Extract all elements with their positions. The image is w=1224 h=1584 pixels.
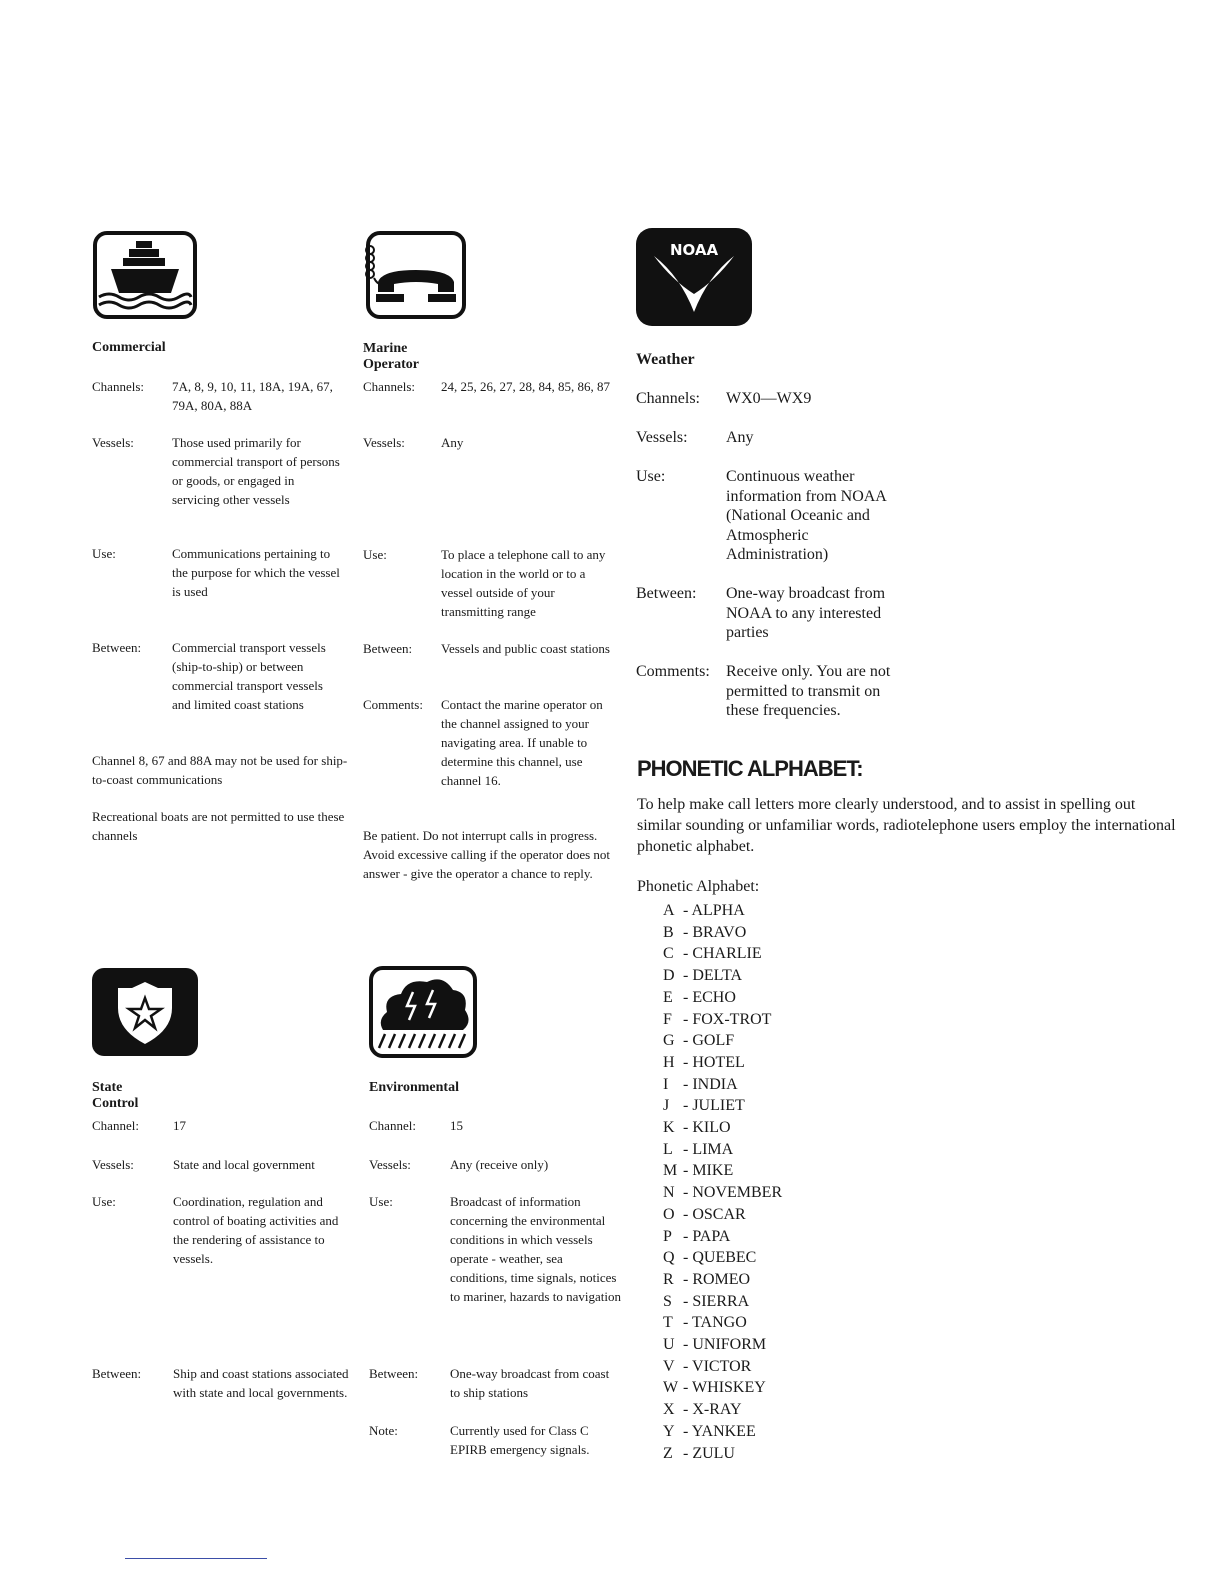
row-value: Contact the marine operator on the channel assigned to your navigating area. If unable to determine this channel, use channel 16. bbox=[441, 697, 603, 788]
phonetic-word: - JULIET bbox=[683, 1097, 745, 1115]
noaa-logo-icon bbox=[636, 228, 752, 326]
phonetic-word: - VICTOR bbox=[683, 1357, 752, 1375]
phonetic-entry bbox=[663, 1356, 782, 1378]
weather-channels-row bbox=[636, 389, 906, 409]
phonetic-letter: A bbox=[663, 902, 675, 919]
phonetic-entry bbox=[663, 1399, 782, 1421]
row-label: Channel: bbox=[92, 1118, 139, 1133]
marine-operator-title: Marine Operator bbox=[363, 341, 419, 372]
phonetic-word: - PAPA bbox=[683, 1227, 731, 1245]
phonetic-letter: B bbox=[663, 923, 674, 941]
row-label: Channels: bbox=[363, 379, 415, 394]
environmental-note-row bbox=[369, 1421, 628, 1459]
row-value: WX0—WX9 bbox=[726, 390, 812, 407]
row-label: Channels: bbox=[636, 390, 700, 407]
weather-title: Weather bbox=[636, 351, 695, 368]
phonetic-word: - YANKEE bbox=[683, 1422, 756, 1440]
row-label: Vessels: bbox=[92, 1157, 134, 1172]
row-value: Ship and coast stations associated with state and local governments. bbox=[173, 1366, 349, 1400]
phonetic-word: - MIKE bbox=[683, 1162, 734, 1180]
shield-star-icon bbox=[92, 968, 198, 1056]
phonetic-entry bbox=[663, 922, 782, 944]
phonetic-letter: K bbox=[663, 1119, 675, 1137]
row-label: Note: bbox=[369, 1423, 398, 1438]
row-label: Comments: bbox=[636, 663, 710, 680]
phonetic-entry bbox=[663, 1009, 782, 1031]
commercial-title: Commercial bbox=[92, 340, 166, 355]
phonetic-word: - WHISKEY bbox=[683, 1379, 766, 1397]
phonetic-letter: I bbox=[663, 1075, 669, 1093]
phonetic-entry bbox=[663, 1160, 782, 1182]
row-value: 24, 25, 26, 27, 28, 84, 85, 86, 87 bbox=[441, 379, 610, 394]
phonetic-word: - X-RAY bbox=[683, 1401, 742, 1419]
marine-operator-comments-row bbox=[363, 695, 613, 790]
phonetic-letter: Z bbox=[663, 1444, 673, 1462]
row-label: Vessels: bbox=[636, 429, 688, 446]
row-label: Between: bbox=[363, 641, 413, 656]
row-value: 7A, 8, 9, 10, 11, 18A, 19A, 67, 79A, 80A, 88A bbox=[172, 379, 333, 413]
phonetic-letter: E bbox=[663, 988, 673, 1006]
phonetic-letter: C bbox=[663, 945, 674, 963]
phonetic-entry bbox=[663, 1312, 782, 1334]
phonetic-entry bbox=[663, 1139, 782, 1161]
weather-comments-row bbox=[636, 662, 911, 721]
row-value: Communications pertaining to the purpose for which the vessel is used bbox=[172, 546, 340, 599]
phonetic-word: - GOLF bbox=[683, 1032, 735, 1050]
phonetic-entry bbox=[663, 943, 782, 965]
phonetic-entry bbox=[663, 1269, 782, 1291]
row-value: Currently used for Class C EPIRB emergency signals. bbox=[450, 1423, 590, 1457]
phonetic-word: - TANGO bbox=[683, 1314, 747, 1332]
phonetic-entry bbox=[663, 1095, 782, 1117]
phonetic-letter: D bbox=[663, 967, 675, 985]
telephone-icon bbox=[362, 230, 468, 320]
phonetic-letter: P bbox=[663, 1227, 672, 1245]
row-label: Comments: bbox=[363, 697, 423, 712]
state-control-title: State Control bbox=[92, 1080, 139, 1111]
phonetic-letter: L bbox=[663, 1140, 673, 1158]
phonetic-entry bbox=[663, 1117, 782, 1139]
phonetic-word: - QUEBEC bbox=[683, 1249, 757, 1267]
row-label: Use: bbox=[363, 547, 387, 562]
phonetic-word: - LIMA bbox=[683, 1140, 734, 1158]
row-label: Between: bbox=[636, 585, 697, 602]
phonetic-word: - ROMEO bbox=[683, 1270, 751, 1288]
row-label: Channel: bbox=[369, 1118, 416, 1133]
phonetic-word: - OSCAR bbox=[683, 1205, 746, 1223]
row-label: Use: bbox=[92, 546, 116, 561]
state-control-vessels-row bbox=[92, 1155, 351, 1174]
phonetic-letter: T bbox=[663, 1314, 673, 1332]
environmental-between-row bbox=[369, 1364, 622, 1402]
phonetic-letter: F bbox=[663, 1010, 672, 1028]
state-control-use-row bbox=[92, 1192, 351, 1268]
row-value: Commercial transport vessels (ship-to-ship) or between commercial transport vessels and limited coast stations bbox=[172, 640, 326, 712]
phonetic-word: - BRAVO bbox=[683, 923, 747, 941]
row-value: Broadcast of information concerning the environmental conditions in which vessels operate - weather, sea conditions, time signals, notices to mariner, hazards to navigation bbox=[450, 1194, 621, 1304]
phonetic-entry bbox=[663, 1291, 782, 1313]
phonetic-entry bbox=[663, 1052, 782, 1074]
marine-operator-vessels-row bbox=[363, 433, 613, 452]
phonetic-letter: S bbox=[663, 1292, 672, 1310]
phonetic-letter: X bbox=[663, 1401, 675, 1419]
marine-operator-use-row bbox=[363, 545, 613, 621]
row-value: Those used primarily for commercial transport of persons or goods, or engaged in servicing other vessels bbox=[172, 435, 340, 507]
phonetic-entry bbox=[663, 1377, 782, 1399]
row-value: Any bbox=[726, 429, 754, 446]
marine-operator-note: Be patient. Do not interrupt calls in progress. Avoid excessive calling if the operator does not answer - give the operator a chance to reply. bbox=[363, 828, 611, 881]
phonetic-letter: R bbox=[663, 1270, 674, 1288]
environmental-vessels-row bbox=[369, 1155, 622, 1174]
row-label: Use: bbox=[369, 1194, 393, 1209]
phonetic-letter: Q bbox=[663, 1249, 675, 1267]
phonetic-word: - CHARLIE bbox=[683, 945, 762, 963]
weather-use-row bbox=[636, 467, 906, 565]
row-value: Any bbox=[441, 435, 464, 450]
commercial-use-row bbox=[92, 544, 342, 601]
row-value: One-way broadcast from NOAA to any interested parties bbox=[726, 585, 886, 641]
marine-operator-channels-row bbox=[363, 377, 613, 396]
phonetic-entry bbox=[663, 1204, 782, 1226]
phonetic-entry bbox=[663, 1247, 782, 1269]
phonetic-entry bbox=[663, 965, 782, 987]
phonetic-word: - ALPHA bbox=[683, 902, 745, 919]
row-value: Any (receive only) bbox=[450, 1157, 549, 1172]
commercial-between-row bbox=[92, 638, 342, 714]
commercial-vessels-row bbox=[92, 433, 342, 509]
row-label: Between: bbox=[92, 1366, 142, 1381]
row-value: Continuous weather information from NOAA (National Oceanic and Atmospheric Administration) bbox=[726, 468, 886, 563]
phonetic-heading: PHONETIC ALPHABET: bbox=[637, 756, 863, 781]
row-label: Use: bbox=[636, 468, 666, 485]
phonetic-letter: O bbox=[663, 1205, 675, 1223]
phonetic-word: - KILO bbox=[683, 1119, 731, 1137]
storm-cloud-icon bbox=[369, 966, 477, 1058]
state-control-channel-row bbox=[92, 1116, 351, 1135]
phonetic-entry bbox=[663, 1182, 782, 1204]
phonetic-letter: M bbox=[663, 1162, 678, 1180]
phonetic-entry bbox=[663, 1443, 782, 1465]
row-label: Vessels: bbox=[369, 1157, 411, 1172]
phonetic-letter: G bbox=[663, 1032, 675, 1050]
row-label: Use: bbox=[92, 1194, 116, 1209]
phonetic-letter: Y bbox=[663, 1422, 675, 1440]
row-value: 17 bbox=[173, 1118, 186, 1133]
phonetic-letter: N bbox=[663, 1184, 675, 1202]
phonetic-list-label: Phonetic Alphabet: bbox=[637, 878, 760, 895]
row-label: Between: bbox=[369, 1366, 419, 1381]
phonetic-word: - INDIA bbox=[683, 1075, 738, 1093]
weather-vessels-row bbox=[636, 428, 906, 448]
phonetic-word: - SIERRA bbox=[683, 1292, 750, 1310]
phonetic-entry bbox=[663, 1421, 782, 1443]
phonetic-entry bbox=[663, 900, 782, 922]
phonetic-word: - ZULU bbox=[683, 1444, 735, 1462]
phonetic-word: - ECHO bbox=[683, 988, 736, 1006]
phonetic-entry bbox=[663, 1030, 782, 1052]
weather-between-row bbox=[636, 584, 906, 643]
row-value: 15 bbox=[450, 1118, 463, 1133]
footer-rule bbox=[125, 1558, 267, 1559]
row-value: Vessels and public coast stations bbox=[441, 641, 610, 656]
phonetic-entry bbox=[663, 987, 782, 1009]
environmental-channel-row bbox=[369, 1116, 622, 1135]
environmental-title: Environmental bbox=[369, 1080, 459, 1095]
row-value: One-way broadcast from coast to ship stations bbox=[450, 1366, 610, 1400]
phonetic-entry bbox=[663, 1074, 782, 1096]
phonetic-word: - NOVEMBER bbox=[683, 1184, 783, 1202]
phonetic-word: - UNIFORM bbox=[683, 1336, 767, 1354]
phonetic-letter: U bbox=[663, 1336, 675, 1354]
phonetic-entry bbox=[663, 1334, 782, 1356]
noaa-logo-text: NOAA bbox=[669, 241, 719, 259]
row-value: Coordination, regulation and control of boating activities and the rendering of assistance to vessels. bbox=[173, 1194, 339, 1266]
phonetic-letter: W bbox=[663, 1379, 679, 1397]
row-label: Between: bbox=[92, 640, 142, 655]
row-value: To place a telephone call to any location in the world or to a vessel outside of your transmitting range bbox=[441, 547, 606, 619]
state-control-between-row bbox=[92, 1364, 351, 1402]
phonetic-intro: To help make call letters more clearly understood, and to assist in spelling out similar sounding or unfamiliar words, radiotelephone users employ the international phonetic alphabet. bbox=[637, 796, 1176, 855]
phonetic-word: - DELTA bbox=[683, 967, 743, 985]
phonetic-word: - FOX-TROT bbox=[683, 1010, 772, 1028]
commercial-note: Channel 8, 67 and 88A may not be used for ship-to-coast communications bbox=[92, 753, 348, 787]
commercial-note: Recreational boats are not permitted to use these channels bbox=[92, 809, 345, 843]
row-label: Vessels: bbox=[92, 435, 134, 450]
row-value: Receive only. You are not permitted to transmit on these frequencies. bbox=[726, 663, 891, 719]
commercial-channels-row bbox=[92, 377, 342, 415]
phonetic-letter: V bbox=[663, 1357, 675, 1375]
row-label: Vessels: bbox=[363, 435, 405, 450]
phonetic-word: - HOTEL bbox=[683, 1053, 745, 1071]
ship-icon bbox=[93, 231, 197, 319]
environmental-use-row bbox=[369, 1192, 622, 1306]
phonetic-entry bbox=[663, 1226, 782, 1248]
row-label: Channels: bbox=[92, 379, 144, 394]
row-value: State and local government bbox=[173, 1157, 315, 1172]
phonetic-letter: H bbox=[663, 1053, 675, 1071]
phonetic-letter: J bbox=[663, 1097, 670, 1115]
marine-operator-between-row bbox=[363, 639, 613, 658]
phonetic-list bbox=[663, 900, 782, 1464]
